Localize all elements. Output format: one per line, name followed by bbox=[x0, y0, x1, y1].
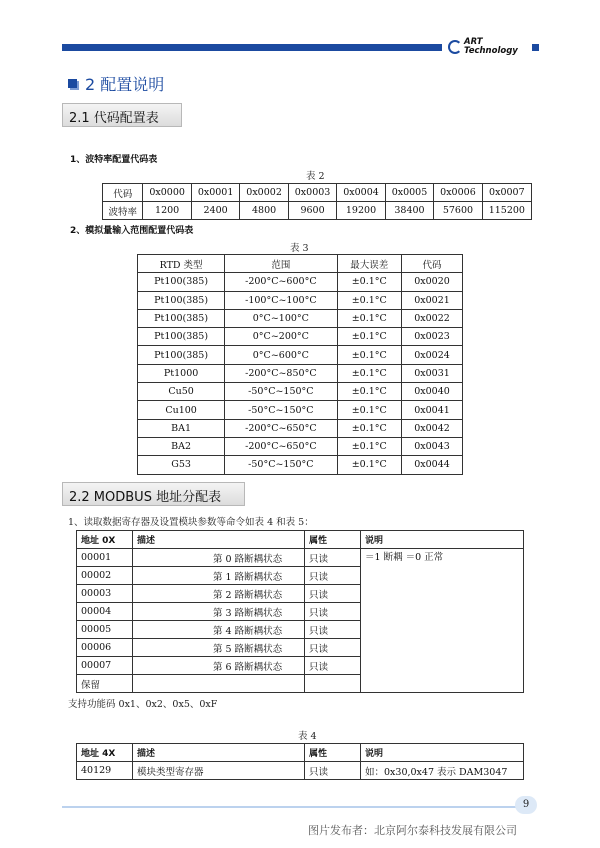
table-cell: ±0.1°C bbox=[337, 456, 401, 474]
table-cell: 38400 bbox=[385, 202, 433, 220]
table-cell: -200°C~600°C bbox=[225, 273, 337, 291]
address-cell: 00003 bbox=[77, 585, 133, 603]
footer-line bbox=[62, 806, 517, 808]
table-header-row bbox=[77, 531, 524, 549]
description-cell: 第 3 路断耦状态 bbox=[133, 603, 305, 621]
modbus-intro: 1、读取数据寄存器及设置模块参数等命令如表 4 和表 5： bbox=[68, 517, 314, 528]
header-cell: RTD 类型 bbox=[138, 255, 225, 273]
table-cell: Pt100(385) bbox=[138, 328, 225, 346]
table-cell: -50°C~150°C bbox=[225, 456, 337, 474]
table-cell: 0°C~200°C bbox=[225, 328, 337, 346]
table-cell: BA2 bbox=[138, 437, 225, 455]
table-row bbox=[138, 291, 463, 309]
table-cell: -200°C~650°C bbox=[225, 437, 337, 455]
table3-caption: 表 3 bbox=[290, 243, 309, 254]
section-title bbox=[68, 72, 164, 95]
header-cell: 描述 bbox=[133, 531, 305, 549]
table-cell: ±0.1°C bbox=[337, 273, 401, 291]
image-credit: 图片发布者：北京阿尔泰科技发展有限公司 bbox=[308, 824, 517, 837]
table-cell: ±0.1°C bbox=[337, 309, 401, 327]
modbus-coil-table bbox=[76, 530, 524, 693]
table-cell: 0x0043 bbox=[402, 437, 463, 455]
table-cell: 0x0002 bbox=[240, 184, 288, 202]
header-cell: 代码 bbox=[402, 255, 463, 273]
table-cell: 2400 bbox=[191, 202, 239, 220]
table-row bbox=[138, 364, 463, 382]
attribute-cell bbox=[305, 675, 361, 693]
table-row bbox=[138, 419, 463, 437]
table-row bbox=[138, 273, 463, 291]
table-header-row bbox=[138, 255, 463, 273]
row-label-cell: 波特率 bbox=[103, 202, 143, 220]
logo-line2: Technology bbox=[464, 46, 518, 56]
table-cell: 模块类型寄存器 bbox=[133, 762, 305, 780]
table-row bbox=[138, 328, 463, 346]
address-cell: 保留 bbox=[77, 675, 133, 693]
header-bar bbox=[62, 44, 442, 51]
attribute-cell: 只读 bbox=[305, 639, 361, 657]
table-cell: 0°C~100°C bbox=[225, 309, 337, 327]
header-cell: 属性 bbox=[305, 744, 361, 762]
table-row bbox=[138, 456, 463, 474]
table-cell: 0x0003 bbox=[288, 184, 336, 202]
table-cell: 只读 bbox=[305, 762, 361, 780]
table-cell: -100°C~100°C bbox=[225, 291, 337, 309]
table-cell: 0x0001 bbox=[191, 184, 239, 202]
company-logo bbox=[448, 38, 528, 60]
table-cell: Pt100(385) bbox=[138, 291, 225, 309]
table-cell: 0x0041 bbox=[402, 401, 463, 419]
description-cell: 第 5 路断耦状态 bbox=[133, 639, 305, 657]
address-cell: 00005 bbox=[77, 621, 133, 639]
input-range-table bbox=[137, 254, 463, 475]
description-cell: 第 4 路断耦状态 bbox=[133, 621, 305, 639]
header-cell: 地址 4X bbox=[77, 744, 133, 762]
table-row bbox=[77, 762, 524, 780]
table-cell: 0x0023 bbox=[402, 328, 463, 346]
table-cell: 57600 bbox=[434, 202, 482, 220]
header-cell: 地址 0X bbox=[77, 531, 133, 549]
table-cell: 如：0x30,0x47 表示 DAM3047 bbox=[361, 762, 524, 780]
header-cell: 属性 bbox=[305, 531, 361, 549]
description-cell: 第 2 路断耦状态 bbox=[133, 585, 305, 603]
description-cell: 第 1 路断耦状态 bbox=[133, 567, 305, 585]
table-cell: ±0.1°C bbox=[337, 291, 401, 309]
table-cell: BA1 bbox=[138, 419, 225, 437]
baud-rate-table bbox=[102, 183, 532, 220]
table-cell: ±0.1°C bbox=[337, 401, 401, 419]
table2-caption: 表 2 bbox=[306, 171, 325, 182]
table-cell: Pt100(385) bbox=[138, 346, 225, 364]
table-cell: -200°C~850°C bbox=[225, 364, 337, 382]
section-title-text: 2 配置说明 bbox=[85, 75, 165, 94]
table-cell: 0x0021 bbox=[402, 291, 463, 309]
attribute-cell: 只读 bbox=[305, 585, 361, 603]
table-cell: 0x0000 bbox=[143, 184, 191, 202]
row-label-cell: 代码 bbox=[103, 184, 143, 202]
table-cell: G53 bbox=[138, 456, 225, 474]
attribute-cell: 只读 bbox=[305, 603, 361, 621]
table-cell: Pt1000 bbox=[138, 364, 225, 382]
table-row bbox=[138, 346, 463, 364]
address-cell: 00004 bbox=[77, 603, 133, 621]
table-cell: -50°C~150°C bbox=[225, 401, 337, 419]
table-cell: 0x0007 bbox=[482, 184, 531, 202]
table-row bbox=[138, 437, 463, 455]
subsection-2-2-title: 2.2 MODBUS 地址分配表 bbox=[62, 482, 245, 506]
table-row bbox=[138, 401, 463, 419]
attribute-cell: 只读 bbox=[305, 567, 361, 585]
logo-line1: ART bbox=[464, 37, 483, 47]
table-cell: ±0.1°C bbox=[337, 383, 401, 401]
table4-caption: 表 4 bbox=[298, 731, 317, 742]
table-cell: 19200 bbox=[337, 202, 385, 220]
header-cell: 描述 bbox=[133, 744, 305, 762]
note-cell: ＝1 断耦 ＝0 正常 bbox=[361, 549, 524, 693]
description-cell bbox=[133, 675, 305, 693]
description-cell: 第 0 路断耦状态 bbox=[133, 549, 305, 567]
address-cell: 00002 bbox=[77, 567, 133, 585]
table-row bbox=[103, 202, 532, 220]
page-number: 9 bbox=[515, 796, 537, 814]
header-bar-end bbox=[532, 44, 539, 51]
table-cell: ±0.1°C bbox=[337, 364, 401, 382]
attribute-cell: 只读 bbox=[305, 621, 361, 639]
baud-heading: 1、波特率配置代码表 bbox=[70, 155, 158, 165]
table-cell: 0x0024 bbox=[402, 346, 463, 364]
table-cell: Cu50 bbox=[138, 383, 225, 401]
table-row bbox=[103, 184, 532, 202]
table-cell: ±0.1°C bbox=[337, 437, 401, 455]
address-cell: 00007 bbox=[77, 657, 133, 675]
table-cell: 0x0044 bbox=[402, 456, 463, 474]
range-heading: 2、模拟量输入范围配置代码表 bbox=[70, 226, 194, 236]
function-codes: 支持功能码 0x1、0x2、0x5、0xF bbox=[68, 699, 218, 710]
header-cell: 说明 bbox=[361, 744, 524, 762]
attribute-cell: 只读 bbox=[305, 549, 361, 567]
table-cell: Pt100(385) bbox=[138, 273, 225, 291]
description-cell: 第 6 路断耦状态 bbox=[133, 657, 305, 675]
table-cell: 115200 bbox=[482, 202, 531, 220]
table-cell: 1200 bbox=[143, 202, 191, 220]
table-cell: 0x0042 bbox=[402, 419, 463, 437]
table-cell: 0x0022 bbox=[402, 309, 463, 327]
table-cell: -50°C~150°C bbox=[225, 383, 337, 401]
table-cell: ±0.1°C bbox=[337, 346, 401, 364]
table-cell: -200°C~650°C bbox=[225, 419, 337, 437]
table-cell: 0x0006 bbox=[434, 184, 482, 202]
table-header-row bbox=[77, 744, 524, 762]
table-cell: 0°C~600°C bbox=[225, 346, 337, 364]
address-cell: 00001 bbox=[77, 549, 133, 567]
table-cell: Cu100 bbox=[138, 401, 225, 419]
table-cell: 0x0004 bbox=[337, 184, 385, 202]
table-row bbox=[77, 549, 524, 567]
table-cell: Pt100(385) bbox=[138, 309, 225, 327]
table-row bbox=[138, 383, 463, 401]
table-cell: 40129 bbox=[77, 762, 133, 780]
table-cell: 9600 bbox=[288, 202, 336, 220]
modbus-register-table bbox=[76, 743, 524, 780]
logo-icon bbox=[448, 40, 462, 54]
table-cell: 4800 bbox=[240, 202, 288, 220]
table-cell: ±0.1°C bbox=[337, 419, 401, 437]
attribute-cell: 只读 bbox=[305, 657, 361, 675]
table-cell: 0x0040 bbox=[402, 383, 463, 401]
table-cell: ±0.1°C bbox=[337, 328, 401, 346]
header-cell: 范围 bbox=[225, 255, 337, 273]
header-cell: 最大误差 bbox=[337, 255, 401, 273]
header-cell: 说明 bbox=[361, 531, 524, 549]
table-cell: 0x0031 bbox=[402, 364, 463, 382]
bullet-icon bbox=[68, 79, 77, 88]
table-cell: 0x0005 bbox=[385, 184, 433, 202]
subsection-2-1-title: 2.1 代码配置表 bbox=[62, 103, 182, 127]
table-row bbox=[138, 309, 463, 327]
table-cell: 0x0020 bbox=[402, 273, 463, 291]
address-cell: 00006 bbox=[77, 639, 133, 657]
